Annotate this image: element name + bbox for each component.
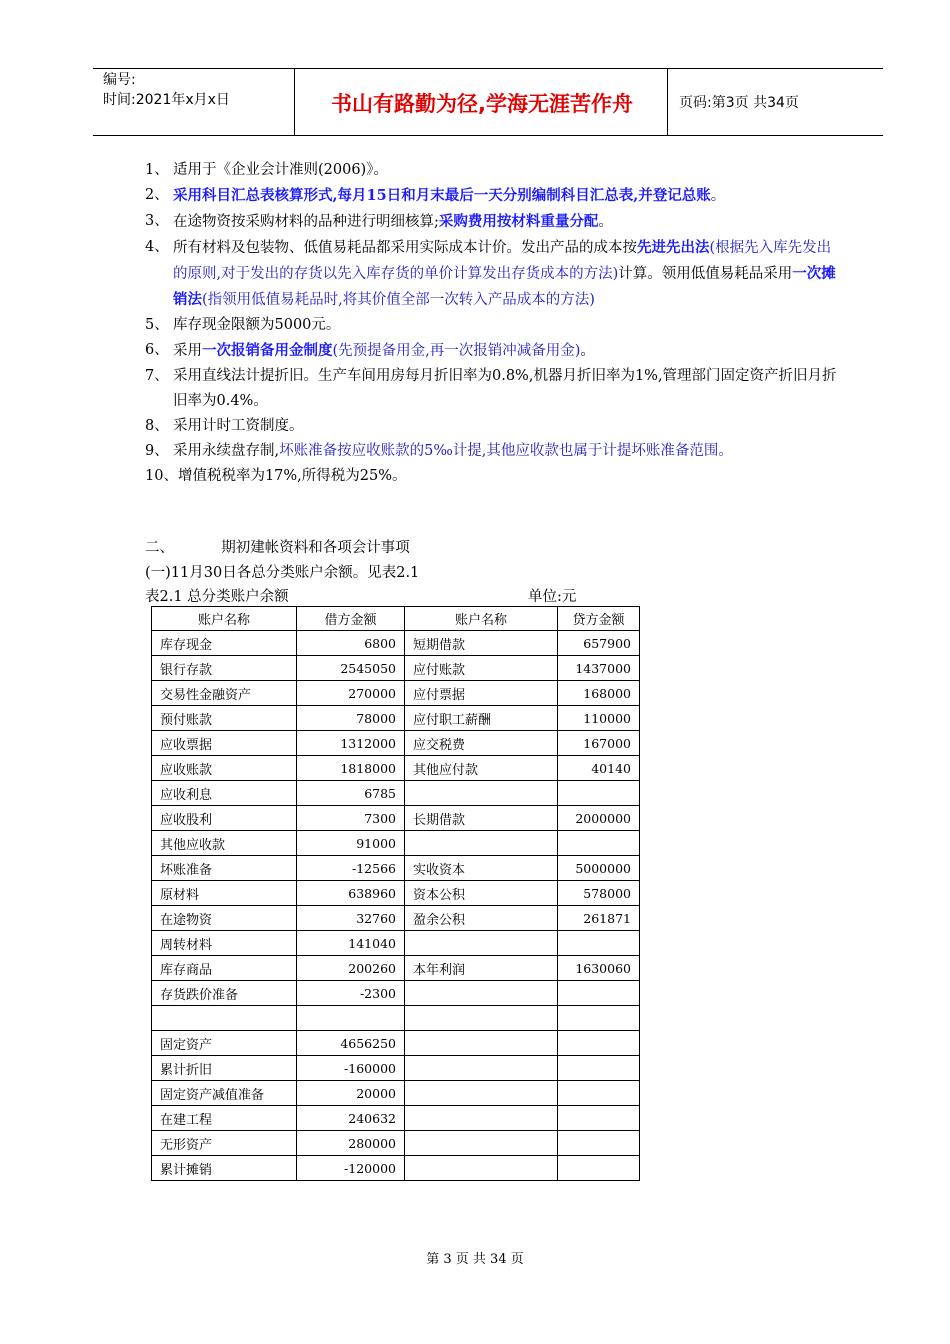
section-subheading: (一)11月30日各总分类账户余额。见表2.1 (145, 565, 420, 581)
debit-amount-cell: 270000 (297, 681, 405, 706)
policy-text-run: 。 (598, 214, 613, 230)
credit-amount-cell: 261871 (558, 906, 640, 931)
credit-amount-cell: 1630060 (558, 956, 640, 981)
policy-text (173, 313, 845, 338)
policy-item (145, 235, 845, 313)
table-row (152, 881, 640, 906)
debit-account-cell: 在途物资 (152, 906, 297, 931)
balance-table (151, 606, 640, 1181)
debit-account-cell: 在建工程 (152, 1106, 297, 1131)
table-row (152, 1106, 640, 1131)
section-heading (145, 536, 410, 557)
policy-text-run: 先进先出法 (637, 239, 710, 256)
debit-account-cell: 其他应收款 (152, 831, 297, 856)
credit-account-cell (405, 781, 558, 806)
debit-amount-cell: -12566 (297, 856, 405, 881)
page-footer: 第 3 页 共 34 页 (426, 1252, 524, 1267)
credit-account-cell: 短期借款 (405, 631, 558, 656)
policy-number: 9、 (145, 443, 169, 459)
table-row (152, 681, 640, 706)
debit-amount-cell: 91000 (297, 831, 405, 856)
policy-text-run: 一次摊销法 (173, 265, 836, 308)
credit-account-cell (405, 831, 558, 856)
credit-amount-cell (558, 1056, 640, 1081)
debit-account-cell: 固定资产减值准备 (152, 1081, 297, 1106)
col-header-credit-account: 账户名称 (405, 607, 558, 631)
table-row (152, 1081, 640, 1106)
policy-text-run: 。 (710, 188, 726, 204)
debit-account-cell: 累计折旧 (152, 1056, 297, 1081)
credit-amount-cell (558, 1106, 640, 1131)
policy-number: 7、 (145, 368, 169, 384)
policy-text (173, 235, 845, 313)
credit-account-cell: 应付职工薪酬 (405, 706, 558, 731)
credit-account-cell: 本年利润 (405, 956, 558, 981)
policy-text-run: 所有材料及包装物、低值易耗品都采用实际成本计价。发出产品的成本按 (173, 240, 637, 256)
policy-text-run: (指领用低值易耗品时,将其价值全部一次转入产品成本的方法) (202, 292, 595, 308)
policy-number: 5、 (145, 317, 169, 333)
credit-amount-cell (558, 1131, 640, 1156)
doc-time-label: 时间:2021年x月x日 (103, 92, 230, 108)
credit-amount-cell (558, 1081, 640, 1106)
credit-amount-cell (558, 931, 640, 956)
debit-amount-cell: 6800 (297, 631, 405, 656)
debit-amount-cell (297, 1006, 405, 1031)
debit-account-cell: 应收股利 (152, 806, 297, 831)
debit-account-cell: 无形资产 (152, 1131, 297, 1156)
table-row (152, 631, 640, 656)
policy-text-run: (先预提备用金,再一次报销冲减备用金) (332, 343, 581, 359)
policy-text (173, 364, 845, 414)
table-row (152, 1006, 640, 1031)
credit-amount-cell: 5000000 (558, 856, 640, 881)
credit-amount-cell: 167000 (558, 731, 640, 756)
policy-text-run: 。 (580, 343, 595, 359)
policy-item (145, 209, 845, 235)
header-divider-1 (294, 68, 295, 135)
header-bottom-rule (93, 135, 883, 136)
policy-number: 10、 (145, 468, 178, 484)
debit-account-cell: 固定资产 (152, 1031, 297, 1056)
policy-text-run: 库存现金限额为5000元。 (173, 317, 341, 333)
debit-amount-cell: 4656250 (297, 1031, 405, 1056)
debit-amount-cell: -120000 (297, 1156, 405, 1181)
credit-account-cell: 应交税费 (405, 731, 558, 756)
credit-amount-cell: 578000 (558, 881, 640, 906)
policy-item (145, 464, 845, 489)
col-header-debit-account: 账户名称 (152, 607, 297, 631)
credit-account-cell: 长期借款 (405, 806, 558, 831)
debit-account-cell: 应收利息 (152, 781, 297, 806)
credit-account-cell: 实收资本 (405, 856, 558, 881)
policy-number: 2、 (145, 187, 169, 203)
policy-item (145, 414, 845, 439)
credit-amount-cell (558, 781, 640, 806)
debit-amount-cell: -160000 (297, 1056, 405, 1081)
debit-amount-cell: 280000 (297, 1131, 405, 1156)
credit-account-cell (405, 1106, 558, 1131)
debit-amount-cell: 6785 (297, 781, 405, 806)
policy-text-run: 在途物资按采购材料的品种进行明细核算; (173, 214, 439, 230)
policy-text (173, 439, 845, 464)
header-top-rule (93, 68, 883, 69)
credit-account-cell: 应付票据 (405, 681, 558, 706)
header-motto: 书山有路勤为径,学海无涯苦作舟 (331, 92, 633, 116)
table-row (152, 731, 640, 756)
credit-account-cell: 资本公积 (405, 881, 558, 906)
debit-account-cell: 预付账款 (152, 706, 297, 731)
debit-account-cell: 原材料 (152, 881, 297, 906)
policy-item (145, 439, 845, 464)
table-row (152, 1056, 640, 1081)
debit-amount-cell: 7300 (297, 806, 405, 831)
credit-amount-cell: 2000000 (558, 806, 640, 831)
policy-text (173, 414, 845, 439)
debit-amount-cell: 141040 (297, 931, 405, 956)
table-row (152, 1131, 640, 1156)
table-row (152, 1156, 640, 1181)
table-row (152, 856, 640, 881)
table-row (152, 1031, 640, 1056)
credit-account-cell: 应付账款 (405, 656, 558, 681)
debit-amount-cell: 78000 (297, 706, 405, 731)
debit-amount-cell: 2545050 (297, 656, 405, 681)
policy-item (145, 338, 845, 364)
table-row (152, 781, 640, 806)
credit-amount-cell (558, 981, 640, 1006)
credit-amount-cell: 110000 (558, 706, 640, 731)
policy-text (173, 158, 845, 183)
debit-account-cell: 坏账准备 (152, 856, 297, 881)
table-row (152, 906, 640, 931)
policy-text-run: 计算。领用低值易耗品采用 (618, 266, 793, 282)
policy-text (173, 183, 845, 209)
debit-amount-cell: 32760 (297, 906, 405, 931)
table-title: 表2.1 总分类账户余额 (145, 589, 289, 605)
policy-text-run: 采用科目汇总表核算形式,每月15日和月末最后一天分别编制科目汇总表,并登记总账 (173, 187, 711, 204)
policy-item (145, 313, 845, 338)
policy-number: 6、 (145, 342, 169, 358)
credit-amount-cell: 168000 (558, 681, 640, 706)
debit-account-cell (152, 1006, 297, 1031)
policy-text-run: 采用计时工资制度。 (173, 418, 304, 434)
section-heading-num: 二、 (145, 540, 174, 556)
policy-item (145, 158, 845, 183)
debit-account-cell: 库存商品 (152, 956, 297, 981)
policy-number: 8、 (145, 418, 169, 434)
debit-amount-cell: 1818000 (297, 756, 405, 781)
policy-text (173, 209, 845, 235)
policy-text-run: 采用直线法计提折旧。生产车间用房每月折旧率为0.8%,机器月折旧率为1%,管理部门固定资产折旧月折旧率为0.4%。 (173, 368, 837, 409)
debit-account-cell: 银行存款 (152, 656, 297, 681)
policy-text-run: 采用永续盘存制, (173, 443, 280, 459)
table-row (152, 956, 640, 981)
credit-amount-cell (558, 1031, 640, 1056)
debit-amount-cell: 200260 (297, 956, 405, 981)
table-unit: 单位:元 (528, 589, 577, 605)
credit-account-cell (405, 1031, 558, 1056)
header-page-label: 页码:第3页 共34页 (679, 95, 799, 111)
section-heading-text: 期初建帐资料和各项会计事项 (221, 540, 410, 556)
policy-text (178, 464, 845, 489)
policy-text-run: 增值税税率为17%,所得税为25%。 (177, 468, 407, 484)
credit-amount-cell: 1437000 (558, 656, 640, 681)
policy-text-run: 采用 (173, 343, 202, 359)
policy-number: 4、 (145, 239, 169, 255)
policy-text-run: 适用于《企业会计准则(2006)》。 (173, 162, 388, 178)
debit-amount-cell: 1312000 (297, 731, 405, 756)
credit-account-cell (405, 1056, 558, 1081)
policy-text (173, 338, 845, 364)
policy-text-run: 一次报销备用金制度 (202, 342, 333, 359)
credit-account-cell (405, 1156, 558, 1181)
col-header-credit-amount: 贷方金额 (558, 607, 640, 631)
credit-amount-cell: 40140 (558, 756, 640, 781)
table-row (152, 656, 640, 681)
debit-account-cell: 交易性金融资产 (152, 681, 297, 706)
policy-list (145, 158, 845, 489)
credit-amount-cell (558, 1006, 640, 1031)
credit-account-cell: 盈余公积 (405, 906, 558, 931)
policy-text-run: 坏账准备按应收账款的5‰计提,其他应收款也属于计提坏账准备范围。 (279, 443, 733, 459)
debit-account-cell: 周转材料 (152, 931, 297, 956)
debit-amount-cell: 638960 (297, 881, 405, 906)
credit-amount-cell (558, 1156, 640, 1181)
debit-amount-cell: 240632 (297, 1106, 405, 1131)
policy-number: 3、 (145, 213, 169, 229)
credit-account-cell: 其他应付款 (405, 756, 558, 781)
policy-text-run: 采购费用按材料重量分配 (438, 213, 599, 230)
debit-account-cell: 库存现金 (152, 631, 297, 656)
credit-amount-cell: 657900 (558, 631, 640, 656)
credit-account-cell (405, 981, 558, 1006)
table-row (152, 756, 640, 781)
credit-account-cell (405, 1131, 558, 1156)
debit-account-cell: 累计摊销 (152, 1156, 297, 1181)
table-header-row (152, 607, 640, 631)
debit-account-cell: 应收账款 (152, 756, 297, 781)
policy-number: 1、 (145, 162, 169, 178)
debit-amount-cell: -2300 (297, 981, 405, 1006)
table-row (152, 806, 640, 831)
policy-item (145, 364, 845, 414)
table-row (152, 931, 640, 956)
debit-account-cell: 应收票据 (152, 731, 297, 756)
table-row (152, 706, 640, 731)
credit-account-cell (405, 1081, 558, 1106)
debit-account-cell: 存货跌价准备 (152, 981, 297, 1006)
policy-item (145, 183, 845, 209)
debit-amount-cell: 20000 (297, 1081, 405, 1106)
credit-amount-cell (558, 831, 640, 856)
col-header-debit-amount: 借方金额 (297, 607, 405, 631)
table-row (152, 831, 640, 856)
credit-account-cell (405, 931, 558, 956)
credit-account-cell (405, 1006, 558, 1031)
policy-text-run: (根据先入库先发出的原则,对于发出的存货以先入库存货的单价计算发出存货成本的方法) (173, 240, 832, 282)
doc-number-label: 编号: (103, 72, 136, 88)
table-row (152, 981, 640, 1006)
